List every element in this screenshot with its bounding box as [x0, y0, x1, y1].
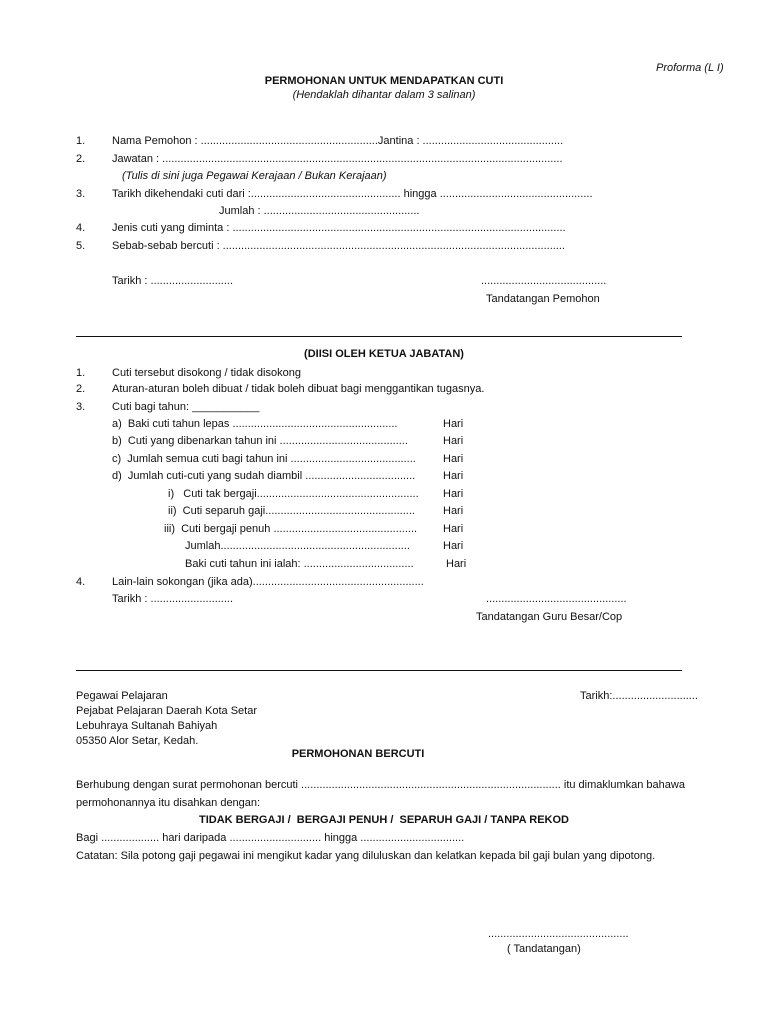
signature-line: ......................................... — [481, 275, 607, 287]
section-heading: (DIISI OLEH KETUA JABATAN) — [304, 348, 464, 360]
salary-options: TIDAK BERGAJI / BERGAJI PENUH / SEPARUH GAJI / TANPA REKOD — [199, 814, 569, 826]
item-number: 2. — [76, 153, 86, 165]
item-number: 1. — [76, 367, 86, 379]
leave-total-field: Jumlah : ................................................... — [219, 205, 420, 217]
item-number: 1. — [76, 135, 86, 147]
leave-year-field: Cuti bagi tahun: ___________ — [112, 401, 260, 413]
position-field: Jawatan : ................................................................................................................................... — [112, 153, 563, 165]
approval-text: permohonannya itu disahkan dengan: — [76, 797, 261, 809]
leave-row: b) Cuti yang dibenarkan tahun ini .......................................... — [112, 435, 408, 447]
section-divider — [76, 670, 682, 671]
signature-label: ( Tandatangan) — [507, 943, 581, 955]
approval-text: Berhubung dengan surat permohonan bercuti ..................................................................................... itu dimaklumkan bahawa — [76, 779, 685, 791]
days-unit: Hari — [443, 505, 464, 517]
leave-row: c) Jumlah semua cuti bagi tahun ini ......................................... — [112, 453, 416, 465]
address-line: 05350 Alor Setar, Kedah. — [76, 735, 199, 747]
days-unit: Hari — [443, 470, 464, 482]
signature-line: .............................................. — [486, 593, 627, 605]
date-field: Tarikh : ........................... — [112, 275, 234, 287]
leave-row: Jumlah.............................................................. — [185, 540, 410, 552]
signature-line: .............................................. — [488, 928, 629, 940]
leave-reason-field: Sebab-sebab bercuti : ................................................................................................................ — [112, 240, 565, 252]
days-unit: Hari — [443, 488, 464, 500]
item-number: 4. — [76, 222, 86, 234]
days-unit: Hari — [443, 523, 464, 535]
signature-label: Tandatangan Guru Besar/Cop — [476, 611, 623, 623]
address-line: Pegawai Pelajaran — [76, 690, 168, 702]
position-note: (Tulis di sini juga Pegawai Kerajaan / Bukan Kerajaan) — [122, 170, 387, 182]
days-unit: Hari — [446, 558, 467, 570]
item-number: 3. — [76, 401, 86, 413]
days-unit: Hari — [443, 418, 464, 430]
item-number: 4. — [76, 576, 86, 588]
leave-row: iii) Cuti bergaji penuh ............................................... — [164, 523, 418, 535]
support-status: Cuti tersebut disokong / tidak disokong — [112, 367, 301, 379]
section-divider — [76, 336, 682, 337]
signature-label: Tandatangan Pemohon — [486, 293, 600, 305]
item-number: 5. — [76, 240, 86, 252]
replacement-arrangement: Aturan-aturan boleh dibuat / tidak boleh dibuat bagi menggantikan tugasnya. — [112, 383, 485, 395]
leave-type-field: Jenis cuti yang diminta : ............................................................................................................. — [112, 222, 566, 234]
date-field: Tarikh : ........................... — [112, 593, 234, 605]
days-unit: Hari — [443, 453, 464, 465]
note-text: Catatan: Sila potong gaji pegawai ini mengikut kadar yang diluluskan dan kelatkan kepada bil gaji bulan yang dipotong. — [76, 850, 656, 862]
leave-row: i) Cuti tak bergaji..................................................... — [168, 488, 419, 500]
leave-row: d) Jumlah cuti-cuti yang sudah diambil .................................... — [112, 470, 416, 482]
form-subtitle: (Hendaklah dihantar dalam 3 salinan) — [292, 89, 476, 101]
days-unit: Hari — [443, 540, 464, 552]
proforma-label: Proforma (L I) — [656, 62, 724, 74]
approved-period-field: Bagi ................... hari daripada .............................. hingga .................................. — [76, 832, 465, 844]
other-support-field: Lain-lain sokongan (jika ada)........................................................ — [112, 576, 424, 588]
applicant-name-field: Nama Pemohon : ..........................................................Jantina : .............................................. — [112, 135, 564, 147]
address-line: Pejabat Pelajaran Daerah Kota Setar — [76, 705, 258, 717]
address-line: Lebuhraya Sultanah Bahiyah — [76, 720, 218, 732]
item-number: 3. — [76, 188, 86, 200]
form-title: PERMOHONAN UNTUK MENDAPATKAN CUTI — [264, 75, 504, 87]
leave-row: ii) Cuti separuh gaji................................................. — [168, 505, 415, 517]
leave-dates-field: Tarikh dikehendaki cuti dari :................................................. hingga .................................................. — [112, 188, 593, 200]
item-number: 2. — [76, 383, 86, 395]
days-unit: Hari — [443, 435, 464, 447]
date-field: Tarikh:............................ — [580, 690, 698, 702]
leave-row: a) Baki cuti tahun lepas ...................................................... — [112, 418, 398, 430]
section-heading: PERMOHONAN BERCUTI — [291, 748, 425, 760]
leave-row: Baki cuti tahun ini ialah: .................................... — [185, 558, 414, 570]
